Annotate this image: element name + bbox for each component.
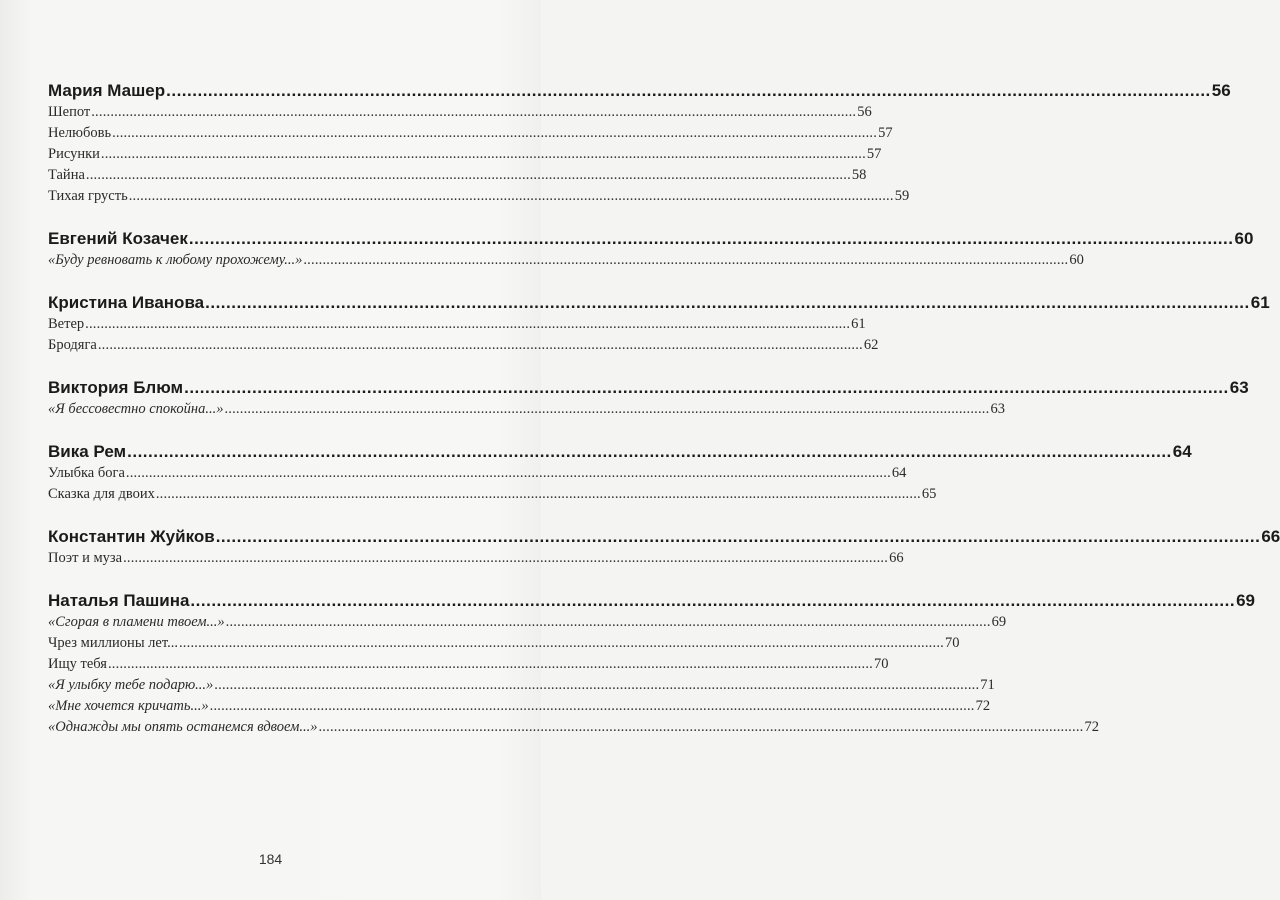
toc-item-entry[interactable] (48, 654, 889, 675)
toc-author-entry[interactable] (48, 377, 1249, 399)
dot-leader: ........................................................................................................................................................................................................ (127, 442, 1172, 461)
toc-item-entry[interactable] (48, 335, 879, 356)
item-title: Ветер (48, 316, 85, 332)
item-page: 64 (891, 465, 907, 481)
item-page: 69 (991, 614, 1007, 630)
toc-section (48, 228, 1254, 271)
toc-item-entry[interactable] (48, 717, 1099, 738)
toc-section (48, 80, 1231, 207)
dot-leader: ........................................................................................................................................................................................................ (85, 316, 851, 332)
item-title: «Однажды мы опять останемся вдвоем...» (48, 719, 318, 735)
author-page: 63 (1229, 378, 1249, 397)
item-title: «Сгорая в пламени твоем...» (48, 614, 225, 630)
dot-leader: ........................................................................................................................................................................................................ (112, 125, 878, 141)
toc-item-entry[interactable] (48, 399, 1005, 420)
dot-leader: ........................................................................................................................................................................................................ (214, 677, 980, 693)
item-page: 72 (975, 698, 991, 714)
item-page: 72 (1084, 719, 1099, 735)
toc-item-entry[interactable] (48, 696, 991, 717)
table-of-contents (48, 80, 1280, 759)
toc-author-entry[interactable] (48, 228, 1254, 250)
item-page: 70 (873, 656, 889, 672)
item-title: Чрез миллионы лет... (48, 635, 178, 651)
item-page: 59 (894, 188, 910, 204)
item-page: 61 (851, 316, 866, 332)
item-page: 60 (1069, 252, 1084, 268)
toc-item-entry[interactable] (48, 675, 995, 696)
item-title: «Мне хочется кричать...» (48, 698, 209, 714)
dot-leader: ........................................................................................................................................................................................................ (100, 146, 866, 162)
item-page: 65 (921, 486, 937, 502)
toc-item-entry[interactable] (48, 186, 910, 207)
author-page: 64 (1172, 442, 1192, 461)
toc-item-entry[interactable] (48, 314, 866, 335)
toc-section (48, 292, 1270, 356)
dot-leader: ........................................................................................................................................................................................................ (107, 656, 873, 672)
item-title: Бродяга (48, 337, 97, 353)
toc-author-entry[interactable] (48, 80, 1231, 102)
dot-leader: ........................................................................................................................................................................................................ (209, 698, 975, 714)
toc-item-entry[interactable] (48, 144, 882, 165)
author-name: Вика Рем (48, 442, 127, 461)
toc-item-entry[interactable] (48, 484, 937, 505)
dot-leader: ........................................................................................................................................................................................................ (85, 167, 851, 183)
dot-leader: ........................................................................................................................................................................................................ (318, 719, 1084, 735)
dot-leader: ........................................................................................................................................................................................................ (125, 465, 891, 481)
dot-leader: ........................................................................................................................................................................................................ (97, 337, 863, 353)
author-name: Евгений Козачек (48, 229, 188, 248)
dot-leader: ........................................................................................................................................................................................................ (188, 229, 1234, 248)
toc-author-entry[interactable] (48, 441, 1192, 463)
dot-leader: ........................................................................................................................................................................................................ (155, 486, 921, 502)
page-number: 184 (258, 851, 283, 867)
dot-leader: ........................................................................................................................................................................................................ (190, 591, 1236, 610)
item-page: 62 (863, 337, 879, 353)
author-name: Кристина Иванова (48, 293, 205, 312)
item-page: 57 (878, 125, 893, 141)
toc-item-entry[interactable] (48, 633, 960, 654)
author-page: 69 (1236, 591, 1255, 610)
author-page: 60 (1234, 229, 1254, 248)
item-title: Улыбка бога (48, 465, 125, 481)
toc-section (48, 590, 1255, 738)
author-name: Константин Жуйков (48, 527, 215, 546)
dot-leader: ........................................................................................................................................................................................................ (224, 401, 990, 417)
item-page: 56 (857, 104, 872, 120)
dot-leader: ........................................................................................................................................................................................................ (184, 378, 1229, 397)
item-page: 66 (889, 550, 904, 566)
item-page: 70 (944, 635, 960, 651)
dot-leader: ........................................................................................................................................................................................................ (123, 550, 889, 566)
dot-leader: ........................................................................................................................................................................................................ (128, 188, 894, 204)
item-title: Поэт и муза (48, 550, 123, 566)
toc-item-entry[interactable] (48, 612, 1007, 633)
toc-author-entry[interactable] (48, 292, 1270, 314)
toc-author-entry[interactable] (48, 526, 1280, 548)
item-title: Нелюбовь (48, 125, 112, 141)
toc-item-entry[interactable] (48, 250, 1084, 271)
dot-leader: ........................................................................................................................................................................................................ (205, 293, 1250, 312)
item-title: «Я бессовестно спокойна...» (48, 401, 224, 417)
toc-item-entry[interactable] (48, 165, 867, 186)
author-page: 56 (1211, 81, 1231, 100)
author-name: Виктория Блюм (48, 378, 184, 397)
toc-author-entry[interactable] (48, 590, 1255, 612)
item-page: 57 (866, 146, 882, 162)
item-title: Рисунки (48, 146, 100, 162)
item-title: Сказка для двоих (48, 486, 155, 502)
item-page: 63 (990, 401, 1005, 417)
toc-section (48, 441, 1192, 505)
toc-item-entry[interactable] (48, 548, 904, 569)
item-title: Шепот (48, 104, 91, 120)
item-title: Тайна (48, 167, 85, 183)
dot-leader: ........................................................................................................................................................................................................ (178, 635, 944, 651)
toc-item-entry[interactable] (48, 463, 907, 484)
item-title: Ищу тебя (48, 656, 107, 672)
item-page: 71 (980, 677, 995, 693)
dot-leader: ........................................................................................................................................................................................................ (91, 104, 857, 120)
item-title: Тихая грусть (48, 188, 128, 204)
item-title: «Буду ревновать к любому прохожему...» (48, 252, 303, 268)
dot-leader: ........................................................................................................................................................................................................ (215, 527, 1261, 546)
author-name: Мария Машер (48, 81, 166, 100)
author-page: 66 (1261, 527, 1280, 546)
dot-leader: ........................................................................................................................................................................................................ (166, 81, 1211, 100)
item-title: «Я улыбку тебе подарю...» (48, 677, 214, 693)
author-page: 61 (1250, 293, 1270, 312)
item-page: 58 (851, 167, 867, 183)
dot-leader: ........................................................................................................................................................................................................ (303, 252, 1069, 268)
toc-section (48, 377, 1249, 420)
author-name: Наталья Пашина (48, 591, 190, 610)
toc-section (48, 526, 1280, 569)
toc-item-entry[interactable] (48, 123, 893, 144)
dot-leader: ........................................................................................................................................................................................................ (225, 614, 991, 630)
toc-item-entry[interactable] (48, 102, 872, 123)
